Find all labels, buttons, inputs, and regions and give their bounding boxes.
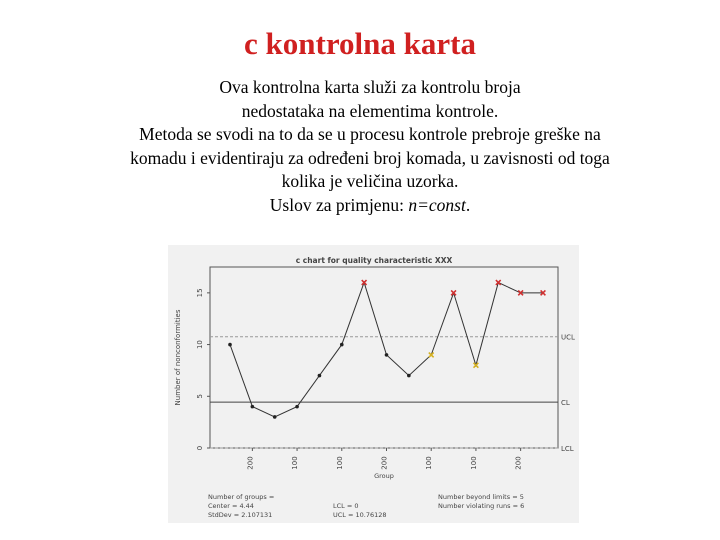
slide-body [60, 76, 680, 217]
slide-title: c kontrolna karta [244, 26, 476, 61]
body-line: Metoda se svodi na to da se u procesu kontrole prebroje greške na [139, 124, 601, 144]
y-tick-label: 0 [196, 445, 204, 451]
x-axis-label: Group [374, 472, 394, 480]
series-line [230, 283, 543, 418]
stats-text: UCL = 10.76128 [333, 511, 387, 519]
x-tick-label: 200 [380, 456, 389, 470]
y-tick-label: 15 [196, 288, 204, 298]
usage-suffix: . [465, 194, 471, 215]
body-line: komadu i evidentiraju za određeni broj komada, u zavisnosti od toga [130, 147, 610, 168]
plot-frame [210, 267, 558, 448]
stats-text: Number of groups = [208, 493, 275, 501]
data-point [295, 405, 299, 409]
usage-prefix: Uslov za primjenu: [269, 194, 409, 215]
data-point [318, 374, 322, 378]
limit-label-ucl: UCL [561, 333, 575, 342]
stats-text: Center = 4.44 [208, 502, 254, 510]
y-axis-label: Number of nonconformities [174, 309, 182, 406]
data-point [385, 353, 389, 357]
data-point [228, 343, 232, 347]
stats-text: StdDev = 2.107131 [208, 511, 273, 519]
body-line: nedostataka na elementima kontrole. [241, 100, 499, 121]
data-point [407, 374, 411, 378]
data-point [340, 343, 344, 347]
c-chart [168, 245, 579, 523]
y-tick-label: 10 [196, 340, 204, 350]
x-tick-label: 100 [425, 456, 434, 470]
body-line: Ova kontrolna karta služi za kontrolu broja [219, 77, 521, 97]
x-tick-label: 100 [469, 456, 478, 470]
limit-label-cl: CL [561, 399, 570, 408]
usage-condition [60, 194, 680, 218]
limit-label-lcl: LCL [561, 445, 574, 453]
x-tick-label: 100 [335, 456, 344, 470]
body-line: kolika je veličina uzorka. [281, 171, 459, 191]
x-tick-label: 200 [514, 456, 523, 470]
stats-text: LCL = 0 [333, 502, 359, 510]
c-chart-svg [168, 245, 579, 523]
y-tick-label: 5 [196, 394, 204, 399]
data-point [273, 415, 277, 419]
usage-formula: n=const [408, 194, 466, 215]
stats-text: Number beyond limits = 5 [438, 493, 524, 501]
x-tick-label: 100 [291, 456, 300, 470]
x-tick-label: 200 [246, 456, 255, 470]
data-point-beyond-limits [451, 290, 456, 295]
stats-text: Number violating runs = 6 [438, 502, 525, 510]
data-point [251, 405, 255, 409]
chart-title: c chart for quality characteristic XXX [295, 256, 453, 265]
data-point-violating-run [429, 353, 434, 358]
